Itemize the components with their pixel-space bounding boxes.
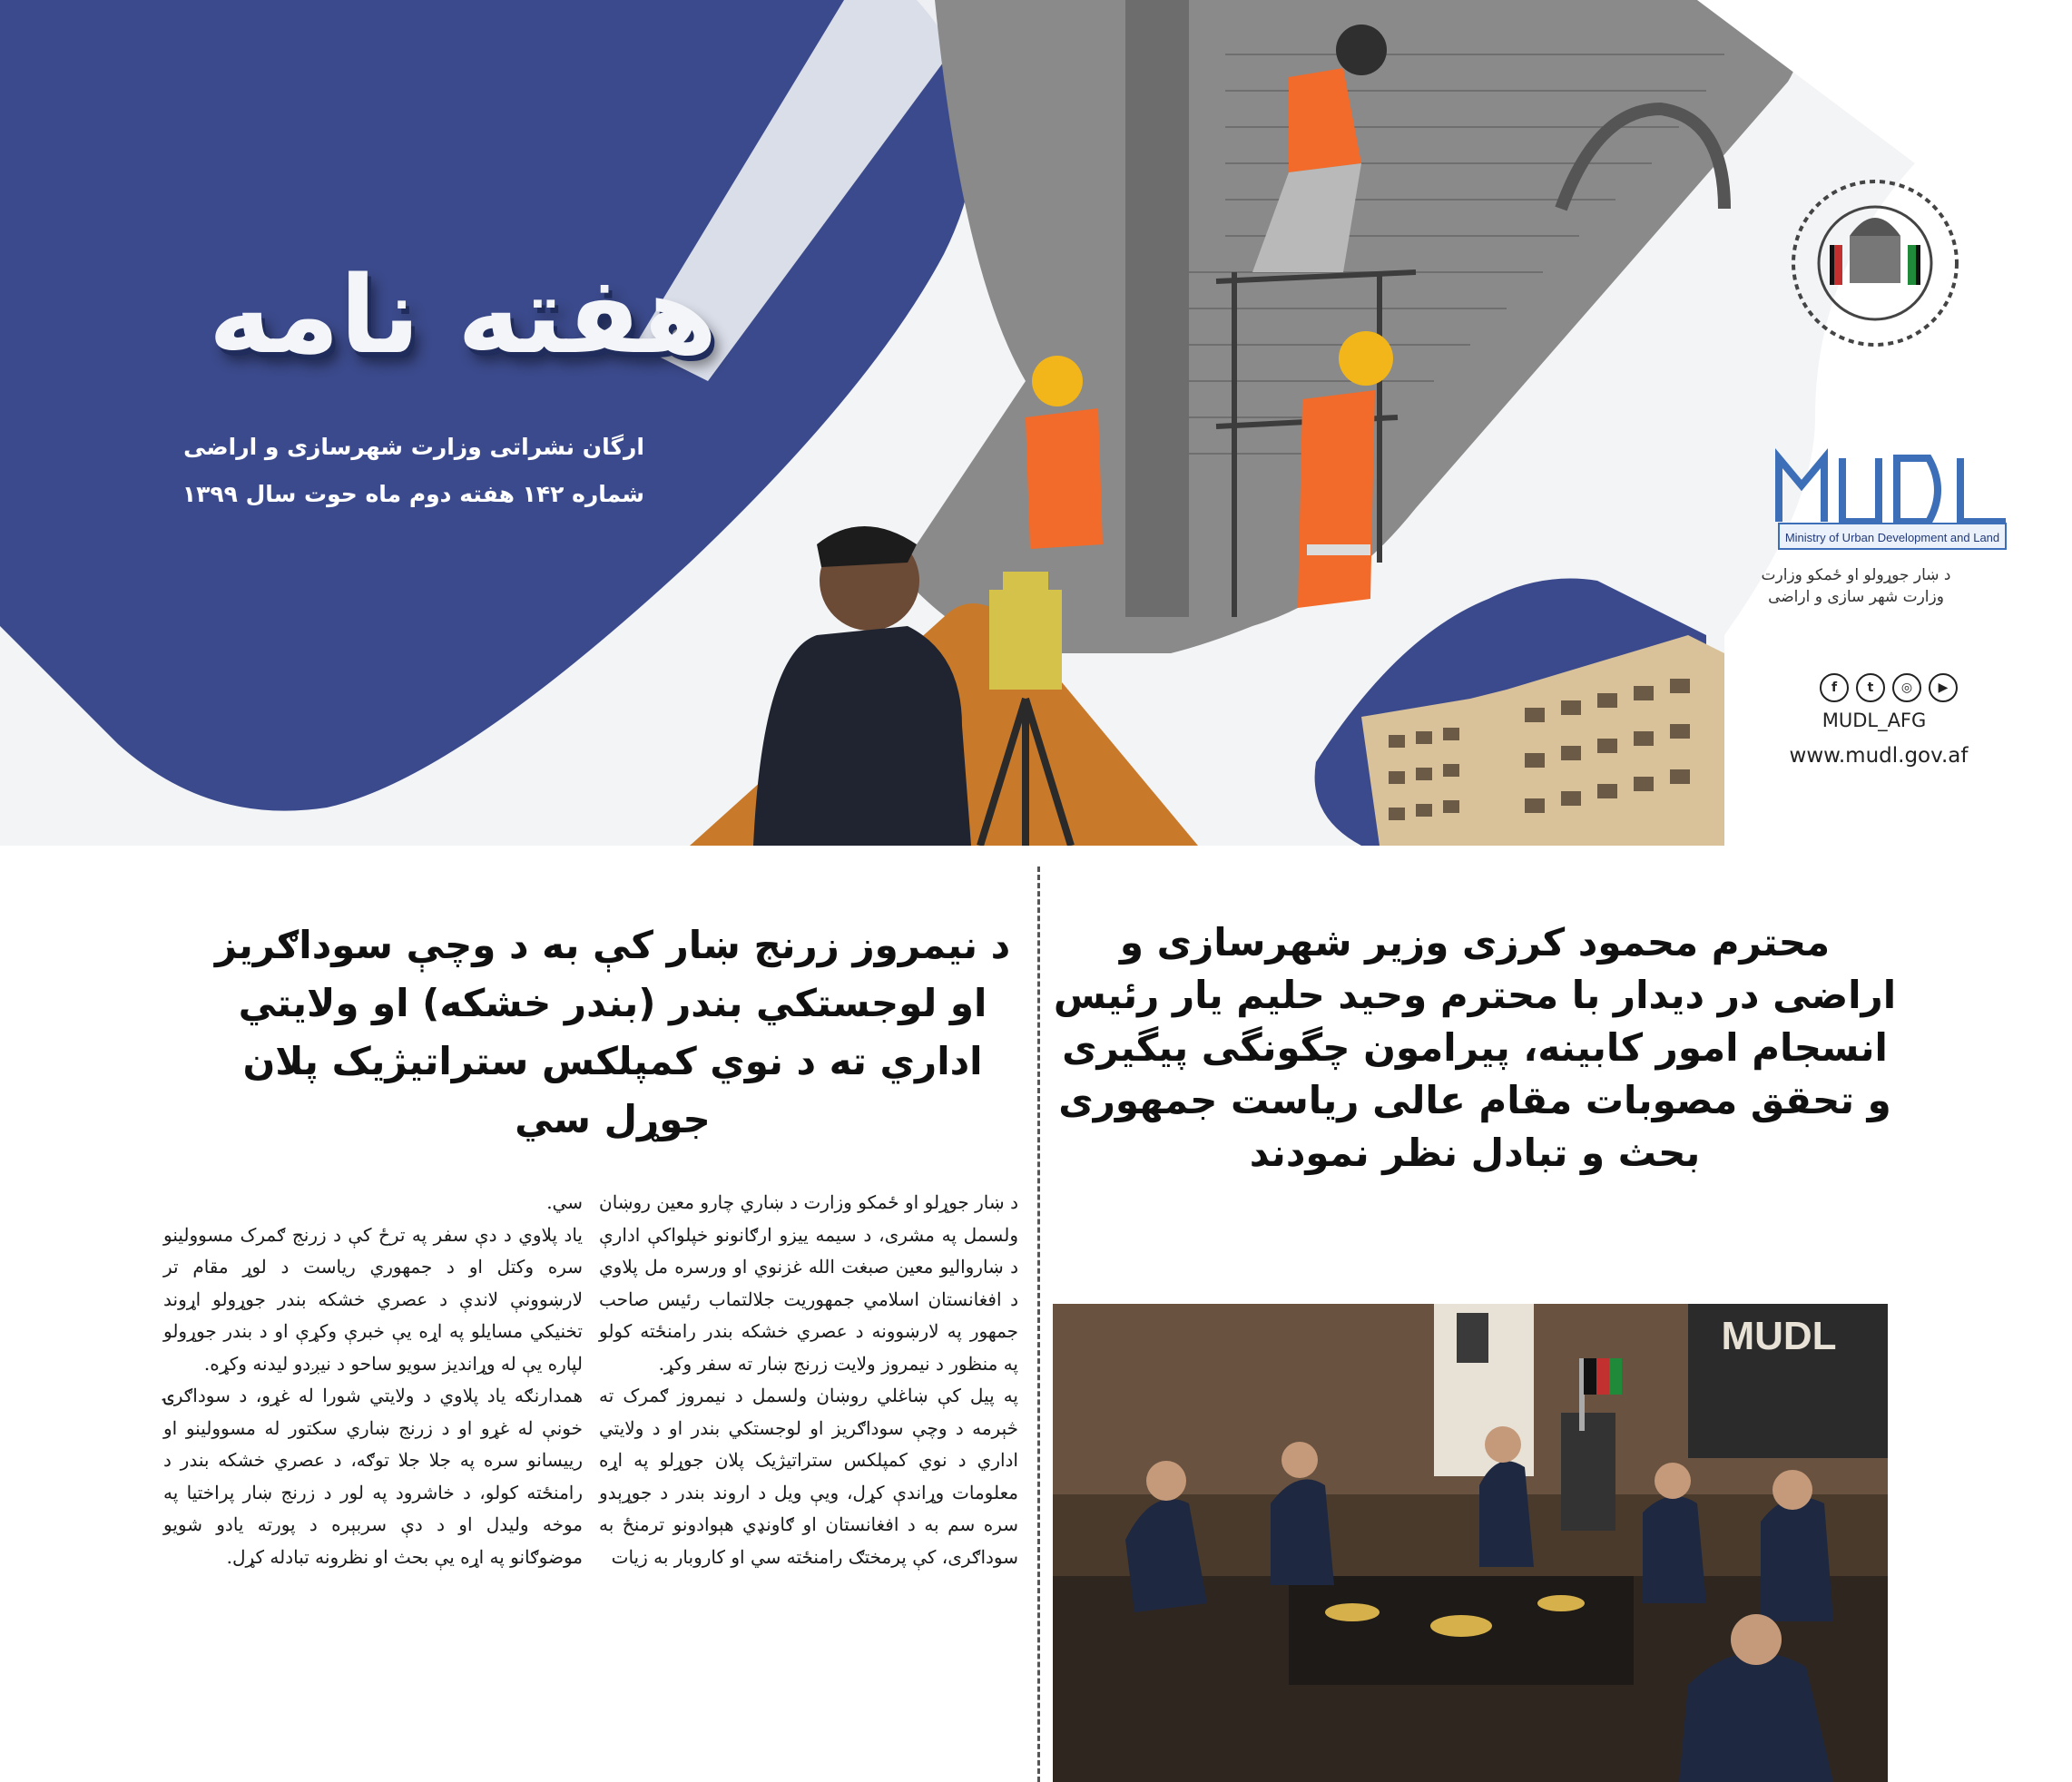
publication-title: هفته نامه xyxy=(208,252,718,377)
social-handle[interactable]: MUDL_AFG xyxy=(1822,710,1927,731)
surveyor-photo xyxy=(753,526,1071,846)
facebook-icon[interactable]: f xyxy=(1820,673,1849,702)
paragraph: یاد پلاوي د دې سفر په ترځ کې د زرنج ګمرک مسوولینو سره وکتل او د جمهوري ریاست د لوړ مقام تر لارښوونې لاندې د عصري خشکه بندر جوړولو اړوند تخنیکي مسایلو په اړه یې خبرې وکړې او د بندر جوړولو لپاره یې له وړاندیز سویو ساحو د نیږدو لیدنه وکړه. xyxy=(163,1223,583,1375)
meeting-photo xyxy=(1053,1304,1888,1782)
meeting-photo-art xyxy=(1053,1304,1888,1782)
column-divider xyxy=(1037,867,1040,1782)
masthead-artwork xyxy=(0,0,2072,846)
ministry-name-pashto: د ښار جوړولو او ځمکو وزارت xyxy=(1761,566,1951,584)
masthead xyxy=(0,0,2072,846)
article-right-headline: محترم محمود کرزی وزیر شهرسازی و اراضی در دیدار با محترم وحید حلیم یار رئیس انسجام امور کابینه، پیرامون چگونگی پیگیری و تحقق مصوبات مقام عالی ریاست جمهوری بحث و تبادل نظر نمودند xyxy=(1053,920,1897,1175)
publication-subtitle: ارگان نشراتی وزارت شهرسازی و اراضی xyxy=(183,434,644,460)
paragraph: همدارنګه یاد پلاوي د ولایتي شورا له غړو، د سوداګرۍ خونې له غړو او د زرنج ښاري سکتور له مسوولینو او رییسانو سره په جلا جلا توګه، د عصري خشکه بندر د رامنځته کولو، د خاشرود په لور د زرنج ښار پراختیا په موخه ولیدل او د دې سربېره د پورته یادو شویو موضوګانو په اړه یې بحث او نظرونه تبادله کړل. xyxy=(163,1385,584,1568)
article-left-column-2 xyxy=(163,1187,583,1573)
svg-text:MUDL: MUDL xyxy=(1721,1314,1837,1358)
ministry-name-dari: وزارت شهر سازی و اراضی xyxy=(1768,588,1944,606)
mudl-logo-caption: Ministry of Urban Development and Land xyxy=(1784,531,2000,544)
article-left-column-1 xyxy=(599,1187,1018,1573)
youtube-icon[interactable]: ▶ xyxy=(1929,673,1958,702)
paragraph: د ښار جوړلو او ځمکو وزارت د ښاري چارو معین روښان ولسمل په مشری، د سیمه ییزو ارګانونو خپلواکې ادارې د ښاروالیو معین صبغت الله غزنوي او ورسره مل پلاوي د افغانستان اسلامي جمهوریت جلالتماب رئیس صاحب جمهور په لارښوونه د عصري خشکه بندر رامنځته کولو په منظور د نیمروز ولایت زرنج ښار ته سفر وکړ. xyxy=(599,1191,1018,1375)
construction-photo xyxy=(899,0,1802,653)
paragraph: په پیل کې ښاغلي روښان ولسمل د نیمروز ګمرک ته څېرمه د وچې سوداګریز او لوجستکي بندر او د ولایتي اداري د نوي کمپلکس ستراتیژیک پلان جوړلو په اړه معلومات وړاندې کړل، ویې ویل د اروند بندر د جوړېدو سره سم به د افغانستان او ګاونډي هېوادونو ترمنځ به سوداګری، کې پرمختګ رامنځته سي او کاروبار به زیات xyxy=(599,1385,1018,1568)
issue-info: شماره ۱۴۲ هفته دوم ماه حوت سال ۱۳۹۹ xyxy=(182,481,644,507)
twitter-icon[interactable]: t xyxy=(1856,673,1885,702)
paragraph: سي. xyxy=(546,1191,583,1213)
website-link[interactable]: www.mudl.gov.af xyxy=(1789,744,1969,768)
instagram-icon[interactable]: ◎ xyxy=(1892,673,1921,702)
article-left-headline: د نیمروز زرنج ښار کې به د وچې سوداګریز او لوجستکي بندر (بندر خشکه) او ولایتي اداري ته د نوي کمپلکس ستراتیژیک پلان جوړل سي xyxy=(214,923,1011,1141)
ministry-name xyxy=(1724,564,1988,608)
social-icons xyxy=(1820,673,1958,702)
